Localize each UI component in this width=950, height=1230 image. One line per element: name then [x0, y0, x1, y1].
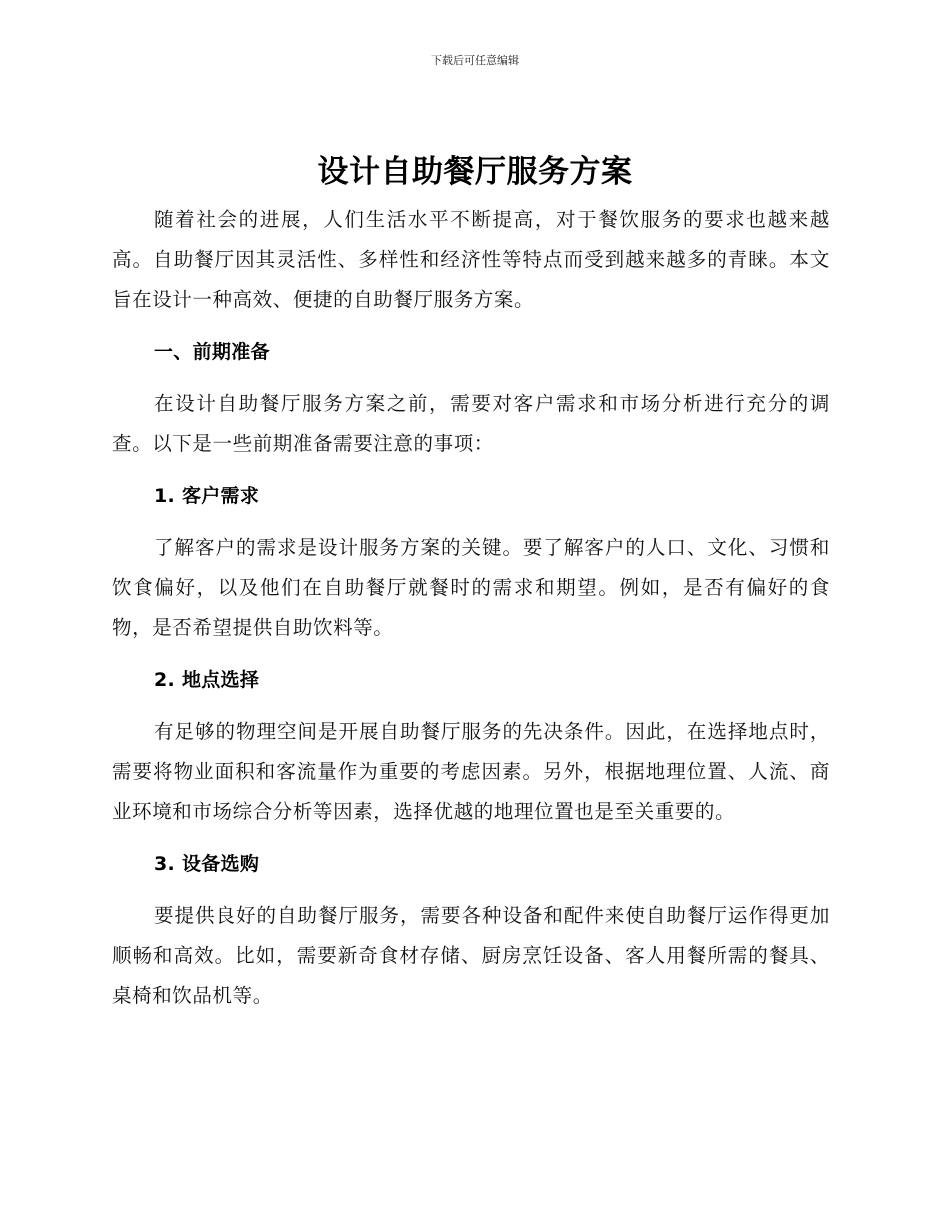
- document-body: [112, 200, 830, 1016]
- page-header-note: 下载后可任意编辑: [431, 54, 519, 67]
- subsection-heading-customer-needs: 1. 客户需求: [154, 485, 260, 507]
- intro-paragraph: 随着社会的进展，人们生活水平不断提高，对于餐饮服务的要求也越来越高。自助餐厅因其灵活性、多样性和经济性等特点而受到越来越多的青睐。本文旨在设计一种高效、便捷的自助餐厅服务方案。: [112, 208, 830, 311]
- document-title: 设计自助餐厅服务方案: [317, 154, 633, 190]
- subsection-heading-equipment: 3. 设备选购: [154, 853, 260, 875]
- customer-needs-paragraph: 了解客户的需求是设计服务方案的关键。要了解客户的人口、文化、习惯和饮食偏好，以及他们在自助餐厅就餐时的需求和期望。例如，是否有偏好的食物，是否希望提供自助饮料等。: [112, 536, 830, 639]
- subsection-heading-location: 2. 地点选择: [154, 669, 260, 691]
- section-heading-preparation: 一、前期准备: [154, 341, 270, 363]
- equipment-paragraph: 要提供良好的自助餐厅服务，需要各种设备和配件来使自助餐厅运作得更加顺畅和高效。比如，需要新奇食材存储、厨房烹饪设备、客人用餐所需的餐具、桌椅和饮品机等。: [112, 904, 830, 1007]
- location-paragraph: 有足够的物理空间是开展自助餐厅服务的先决条件。因此，在选择地点时，需要将物业面积和客流量作为重要的考虑因素。另外，根据地理位置、人流、商业环境和市场综合分析等因素，选择优越的地理位置也是至关重要的。: [112, 720, 830, 823]
- preparation-paragraph: 在设计自助餐厅服务方案之前，需要对客户需求和市场分析进行充分的调查。以下是一些前期准备需要注意的事项：: [112, 392, 830, 455]
